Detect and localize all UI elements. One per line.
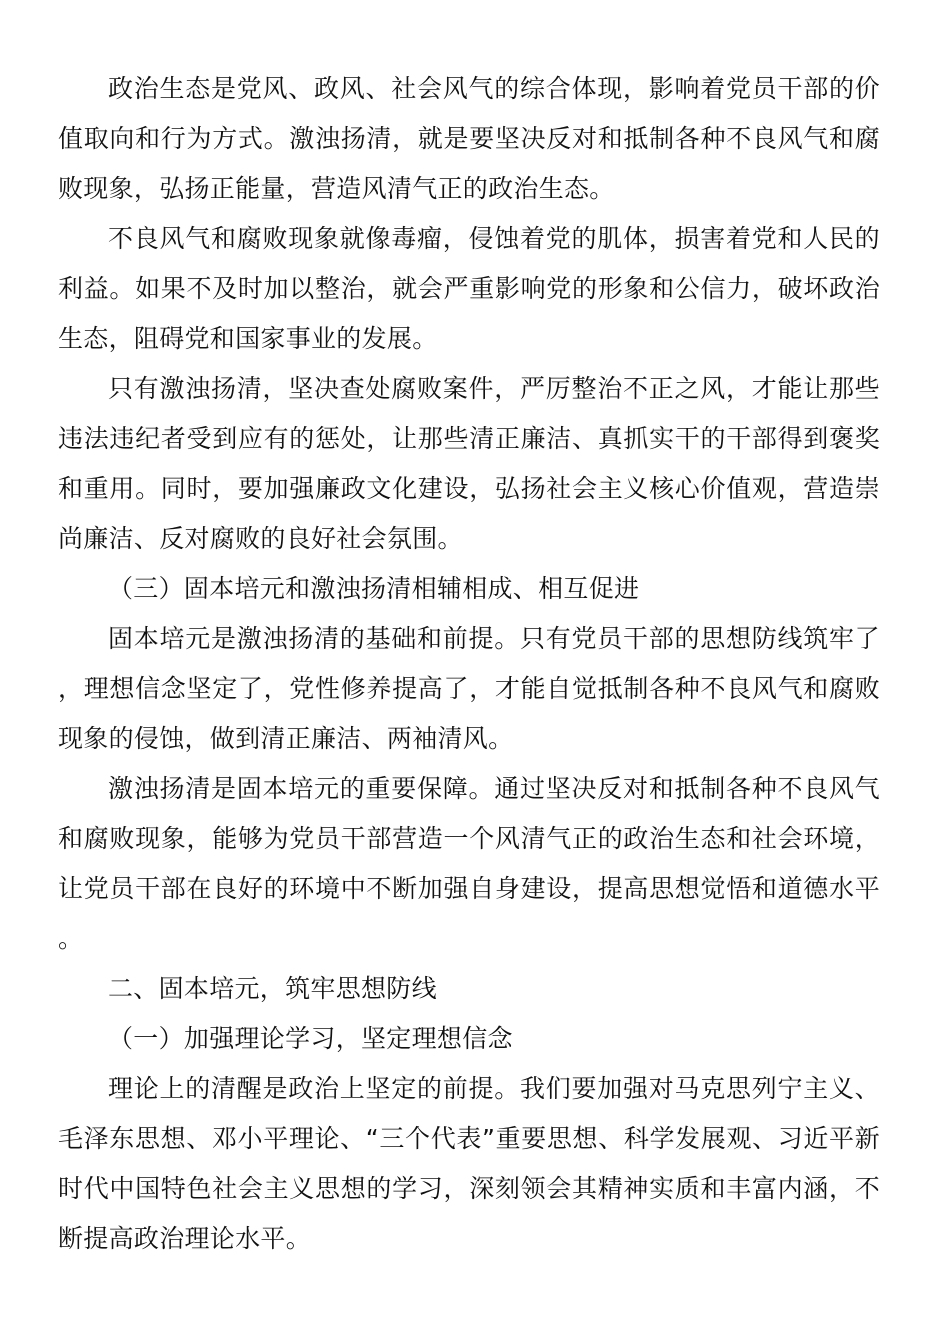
paragraph-punish-corruption: 只有激浊扬清，坚决查处腐败案件，严厉整治不正之风，才能让那些违法违纪者受到应有的惩处，让那些清正廉洁、真抓实干的干部得到褒奖和重用。同时，要加强廉政文化建设，弘扬社会主义核心价值观，营造崇尚廉洁、反对腐败的良好社会氛围。 xyxy=(58,374,880,553)
paragraph-political-ecology: 政治生态是党风、政风、社会风气的综合体现，影响着党员干部的价值取向和行为方式。激浊扬清，就是要坚决反对和抵制各种不良风气和腐败现象，弘扬正能量，营造风清气正的政治生态。 xyxy=(58,74,880,203)
chapter-heading-2: 二、固本培元，筑牢思想防线 xyxy=(108,974,437,1003)
paragraph-guarantee: 激浊扬清是固本培元的重要保障。通过坚决反对和抵制各种不良风气和腐败现象，能够为党员干部营造一个风清气正的政治生态和社会环境，让党员干部在良好的环境中不断加强自身建设，提高思想觉悟和道德水平。 xyxy=(58,774,880,953)
section-heading-1: （一）加强理论学习，坚定理想信念 xyxy=(108,1024,513,1053)
document-body xyxy=(58,64,880,1264)
paragraph-foundation: 固本培元是激浊扬清的基础和前提。只有党员干部的思想防线筑牢了，理想信念坚定了，党性修养提高了，才能自觉抵制各种不良风气和腐败现象的侵蚀，做到清正廉洁、两袖清风。 xyxy=(58,624,880,753)
paragraph-theory-study: 理论上的清醒是政治上坚定的前提。我们要加强对马克思列宁主义、毛泽东思想、邓小平理论、“三个代表”重要思想、科学发展观、习近平新时代中国特色社会主义思想的学习，深刻领会其精神实质和丰富内涵，不断提高政治理论水平。 xyxy=(58,1074,880,1253)
paragraph-bad-practices: 不良风气和腐败现象就像毒瘤，侵蚀着党的肌体，损害着党和人民的利益。如果不及时加以整治，就会严重影响党的形象和公信力，破坏政治生态，阻碍党和国家事业的发展。 xyxy=(58,224,880,353)
section-heading-3: （三）固本培元和激浊扬清相辅相成、相互促进 xyxy=(108,574,640,603)
